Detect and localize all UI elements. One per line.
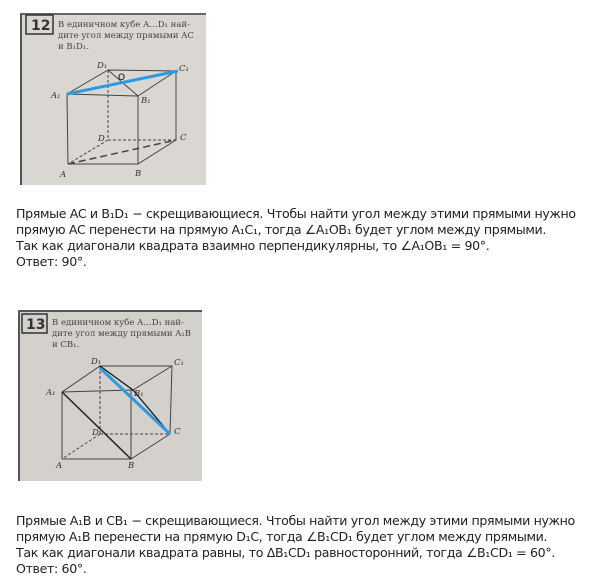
answer-line: Ответ: 90°. xyxy=(16,254,87,269)
solution-line: Так как диагонали квадрата взаимно перпендикулярны, то ∠A₁OB₁ = 90°. xyxy=(16,238,490,253)
vertex-label: A₁ xyxy=(51,91,61,101)
vertex-label: A xyxy=(56,461,63,471)
vertex-label: B xyxy=(135,169,142,179)
vertex-label: A xyxy=(60,170,67,180)
problem-13-photo xyxy=(16,308,204,484)
vertex-label: C₁ xyxy=(179,64,189,74)
vertex-label: C xyxy=(174,427,181,437)
problem-number: 13 xyxy=(26,317,46,333)
vertex-label: C xyxy=(180,133,187,143)
point-o-label: O xyxy=(118,73,126,83)
vertex-label: B xyxy=(128,461,135,471)
vertex-label: D xyxy=(92,428,99,438)
solution-line: прямую A₁B перенести на прямую D₁C, тогда ∠B₁CD₁ будет углом между прямыми. xyxy=(16,529,548,544)
statement-line: и B₁D₁. xyxy=(58,42,89,52)
statement-line: и CB₁. xyxy=(52,340,80,350)
vertex-label: D xyxy=(98,134,105,144)
statement-line: дите угол между прямыми AC xyxy=(58,31,194,41)
problem-12-solution xyxy=(16,206,576,270)
vertex-label: C₁ xyxy=(174,358,184,368)
vertex-label: A₁ xyxy=(46,388,56,398)
solution-line: Так как диагонали квадрата равны, то ΔB₁CD₁ равносторонний, тогда ∠B₁CD₁ = 60°. xyxy=(16,545,555,560)
answer-line: Ответ: 60°. xyxy=(16,561,87,576)
problem-13-solution xyxy=(16,513,575,577)
solution-line: Прямые A₁B и CB₁ − скрещивающиеся. Чтобы найти угол между этими прямыми нужно xyxy=(16,513,575,528)
problem-number: 12 xyxy=(31,18,51,34)
vertex-label: D₁ xyxy=(97,61,108,71)
statement-line: дите угол между прямыми A₁B xyxy=(52,329,192,339)
problem-12-photo xyxy=(18,12,208,187)
vertex-label: B₁ xyxy=(141,96,151,106)
vertex-label: D₁ xyxy=(91,357,102,367)
statement-line: В единичном кубе A…D₁ най- xyxy=(52,318,184,328)
vertex-label: B₁ xyxy=(134,389,144,399)
statement-line: В единичном кубе A…D₁ най- xyxy=(58,20,190,30)
solution-line: Прямые AC и B₁D₁ − скрещивающиеся. Чтобы найти угол между этими прямыми нужно xyxy=(16,206,576,221)
solution-line: прямую AC перенести на прямую A₁C₁, тогда ∠A₁OB₁ будет углом между прямыми. xyxy=(16,222,546,237)
